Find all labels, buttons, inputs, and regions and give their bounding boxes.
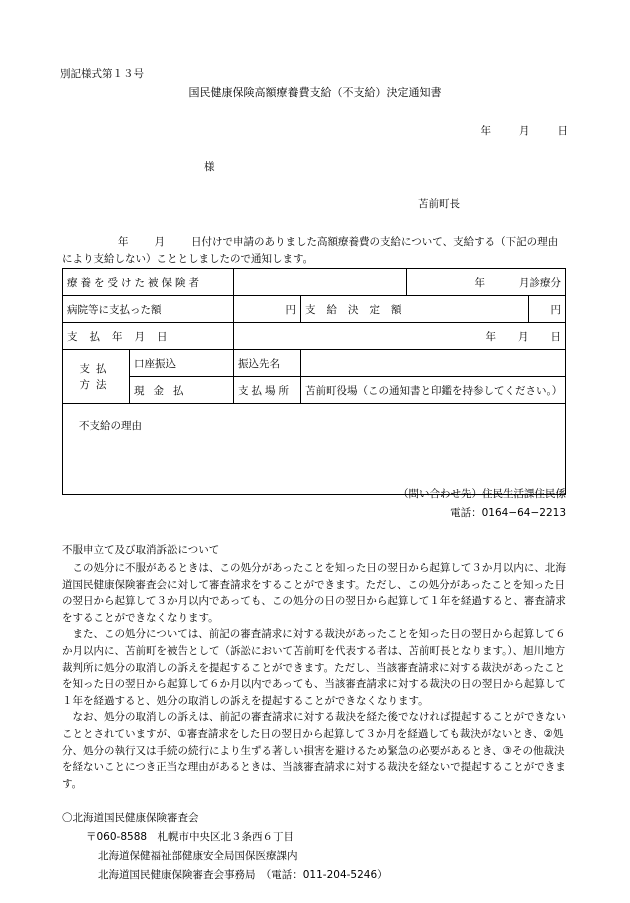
insured-label: 療養を受けた被保険者	[67, 276, 202, 289]
decision-table	[62, 268, 566, 495]
treatment-month: 月診療分	[519, 276, 561, 289]
insured-label-cell	[63, 269, 234, 296]
treatment-period-cell	[406, 269, 565, 296]
paid-label: 病院等に支払った額	[67, 303, 162, 316]
intro-year: 年	[118, 236, 129, 248]
reason-label: 不支給の理由	[79, 420, 142, 432]
transfer-label: 口座振込	[133, 357, 176, 370]
method-label-line1: 支払	[79, 362, 113, 375]
paid-yen: 円	[285, 303, 296, 316]
document-title: 国民健康保険高額療養費支給（不支給）決定通知書	[188, 86, 442, 99]
pay-place-value-cell	[301, 377, 566, 404]
issuer-name: 苫前町長	[418, 198, 460, 210]
insured-value-cell	[234, 269, 407, 296]
reason-cell	[63, 404, 566, 495]
pay-month: 月	[518, 330, 529, 343]
appeal-heading: 不服申立て及び取消訴訟について	[62, 544, 220, 556]
council-address: 〒060-8588 札幌市中央区北３条西６丁目	[86, 831, 295, 843]
issue-day: 日	[557, 125, 568, 137]
pay-place: 苫前町役場（この通知書と印鑑を持参してください。）	[305, 384, 563, 397]
intro-paragraph	[62, 234, 567, 268]
inquiry-phone: 電話：0164−64−2213	[450, 507, 566, 519]
pay-place-label-cell	[234, 377, 301, 404]
council-dept: 北海道保健福祉部健康安全局国保医療課内	[98, 850, 298, 862]
method-label-line2: 方法	[79, 378, 113, 391]
decision-label: 支給決定額	[305, 303, 413, 316]
transfer-cell	[129, 350, 233, 377]
inquiry-contact: （問い合わせ先）住民生活課住民係	[398, 488, 566, 500]
cash-label: 現金払	[133, 384, 193, 397]
transfer-dest-label: 振込先名	[238, 357, 280, 370]
appeal-notice	[62, 560, 568, 792]
pay-place-label: 支払場所	[238, 384, 292, 397]
issue-date	[459, 123, 569, 138]
appeal-paragraph-1: この処分に不服があるときは、この処分があったことを知った日の翌日から起算して３か月以内に、北海道国民健康保険審査会に対して審査請求をすることができます。ただし、この処分があったことを知った日の翌日から起算して３か月以内であっても、この処分の日の翌日から起算して１年を経過すると、審査請求をすることができなくなります。	[62, 562, 566, 624]
transfer-dest-cell	[234, 350, 301, 377]
recipient-honorific: 様	[204, 161, 215, 173]
decision-yen: 円	[550, 303, 561, 316]
issue-year: 年	[480, 125, 491, 137]
issue-month: 月	[519, 125, 530, 137]
council-office: 北海道国民健康保険審査会事務局 （電話：011-204-5246）	[98, 869, 388, 881]
paydate-value-cell	[234, 323, 566, 350]
appeal-paragraph-2: また、この処分については、前記の審査請求に対する裁決があったことを知った日の翌日から起算して６か月以内に、苫前町を被告として（訴訟において苫前町を代表する者は、苫前町長となります。）、旭川地方裁判所に処分の取消しの訴えを提起することができます。ただし、当該審査請求に対する裁決があったことを知った日の翌日から起算して６か月以内であっても、当該審査請求に対する裁決の日の翌日から起算して１年を経過すると、処分の取消しの訴えを提起することができなくなります。	[62, 628, 566, 707]
pay-year: 年	[485, 330, 496, 343]
paydate-label: 支払年月日	[67, 330, 180, 343]
transfer-dest-value-cell	[301, 350, 566, 377]
appeal-paragraph-3: なお、処分の取消しの訴えは、前記の審査請求に対する裁決を経た後でなければ提起することができないこととされていますが、①審査請求をした日の翌日から起算して３か月を経過しても裁決がないとき、②処分、処分の執行又は手続の続行により生ずる著しい損害を避けるため緊急の必要があるとき、③その他裁決を経ないことにつき正当な理由があるときは、当該審査請求に対する裁決を経ないで提起することができます。	[62, 711, 566, 790]
intro-text: 日付けで申請のありました高額療養費の支給について、支給する（下記の理由により支給しない）こととしましたので通知します。	[62, 236, 559, 265]
paid-amount-cell	[234, 296, 301, 323]
treatment-year: 年	[474, 276, 485, 289]
form-number: 別記様式第１３号	[60, 68, 144, 80]
pay-day: 日	[550, 330, 561, 343]
paid-label-cell	[63, 296, 234, 323]
cash-cell	[129, 377, 233, 404]
decision-amount-cell	[528, 296, 566, 323]
method-label-cell	[63, 350, 130, 404]
paydate-label-cell	[63, 323, 234, 350]
decision-label-cell	[301, 296, 529, 323]
council-info	[62, 809, 388, 885]
intro-month: 月	[154, 236, 165, 248]
council-name: 〇北海道国民健康保険審査会	[62, 812, 199, 824]
